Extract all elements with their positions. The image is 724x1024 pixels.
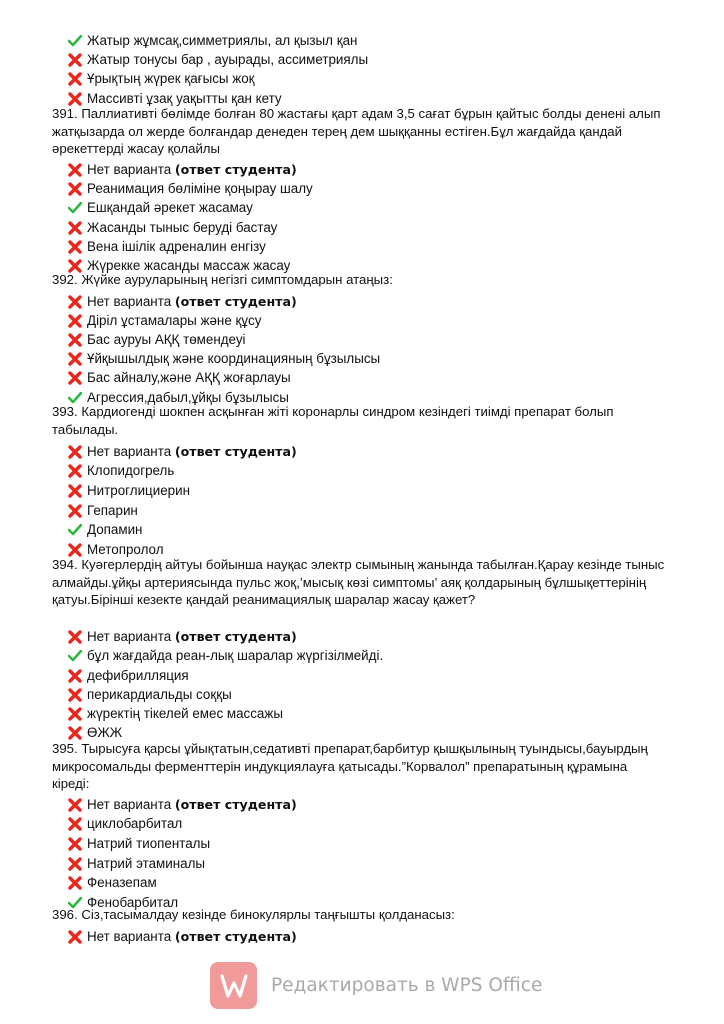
option-text: бұл жағдайда реан-лық шаралар жүргізілмейді. bbox=[87, 648, 384, 663]
option-text: Бас ауруы АҚҚ төмендеуі bbox=[87, 332, 246, 347]
cross-icon bbox=[68, 837, 84, 851]
option-text: Жасанды тыныс беруді бастау bbox=[87, 220, 278, 235]
cross-icon bbox=[68, 333, 84, 347]
student-answer-tag: (ответ студента) bbox=[174, 294, 297, 309]
cross-icon bbox=[68, 726, 84, 740]
check-icon bbox=[68, 650, 84, 662]
option-text: Агрессия,дабыл,ұйқы бұзылысы bbox=[87, 390, 289, 405]
option-text: Метопролол bbox=[87, 542, 164, 557]
option-text: жүректің тікелей емес массажы bbox=[87, 706, 283, 721]
cross-icon bbox=[68, 930, 84, 944]
answer-option bbox=[68, 501, 138, 520]
option-text: Допамин bbox=[87, 522, 143, 537]
option-text: Нет варианта bbox=[87, 162, 172, 177]
option-text: Бас айналу,және АҚҚ жоғарлауы bbox=[87, 370, 291, 385]
option-text: Реанимация бөліміне қоңырау шалу bbox=[87, 181, 313, 196]
option-text: Клопидогрель bbox=[87, 463, 175, 478]
question-text: 391. Паллиативті бөлімде болған 80 жастағы қарт адам 3,5 сағат бұрын қайтыс болды денені алып жатқызарда ол жерде болғандар денеден терең дем шыққанны естіген.Бұл жағдайда қандай әрекеттерді жасау қолайлы bbox=[52, 106, 661, 157]
answer-option bbox=[68, 198, 253, 217]
option-text: Жатыр тонусы бар , ауырады, ассиметриялы bbox=[87, 52, 369, 67]
student-answer-tag: (ответ студента) bbox=[174, 629, 297, 644]
cross-icon bbox=[68, 707, 84, 721]
cross-icon bbox=[68, 484, 84, 498]
cross-icon bbox=[68, 314, 84, 328]
question-text: 395. Тырысуға қарсы ұйықтатын,седативті препарат,барбитур қышқылының туындысы,бауырдың микросомальды ферменттерін индукциялауға қатысады.”Корвалол” препаратының құрамына кіреді: bbox=[52, 741, 648, 792]
answer-option bbox=[68, 481, 190, 500]
answer-option bbox=[68, 461, 174, 480]
option-text: циклобарбитал bbox=[87, 816, 183, 831]
answer-option bbox=[68, 349, 380, 368]
answer-option bbox=[68, 368, 291, 387]
option-text: Вена ішілік адреналин енгізу bbox=[87, 239, 266, 254]
option-text: Нет варианта bbox=[87, 629, 172, 644]
option-text: Нет варианта bbox=[87, 797, 172, 812]
cross-icon bbox=[68, 630, 84, 644]
option-text: Нитроглициерин bbox=[87, 483, 190, 498]
cross-icon bbox=[68, 240, 84, 254]
answer-option bbox=[68, 330, 246, 349]
wps-logo-icon bbox=[210, 962, 257, 1009]
answer-option bbox=[68, 704, 283, 723]
question-text: 392. Жүйке ауруларының негізгі симптомдарын атаңыз: bbox=[52, 272, 393, 287]
option-text: Натрий этаминалы bbox=[87, 856, 206, 871]
answer-option bbox=[68, 292, 297, 311]
answer-option bbox=[68, 311, 261, 330]
question-text: 396. Сіз,тасымалдау кезінде бинокулярлы таңғышты қолданасыз: bbox=[52, 907, 455, 922]
option-text: ӨЖЖ bbox=[87, 725, 123, 740]
answer-option bbox=[68, 927, 297, 946]
cross-icon bbox=[68, 876, 84, 890]
answer-option bbox=[68, 442, 297, 461]
option-text: Нет варианта bbox=[87, 929, 172, 944]
option-text: Жатыр жұмсақ,симметриялы, ал қызыл қан bbox=[87, 33, 358, 48]
cross-icon bbox=[68, 688, 84, 702]
cross-icon bbox=[68, 669, 84, 683]
answer-option bbox=[68, 666, 189, 685]
cross-icon bbox=[68, 182, 84, 196]
wps-edit-label: Редактировать в WPS Office bbox=[271, 975, 543, 996]
check-icon bbox=[68, 202, 84, 214]
answer-option bbox=[68, 814, 182, 833]
option-text: Жүрекке жасанды массаж жасау bbox=[87, 258, 291, 273]
option-text: Натрий тиопенталы bbox=[87, 836, 211, 851]
option-text: Ешқандай әрекет жасамау bbox=[87, 200, 253, 215]
option-text: Ұрықтың жүрек қағысы жоқ bbox=[87, 71, 255, 86]
cross-icon bbox=[68, 857, 84, 871]
answer-option bbox=[68, 160, 297, 179]
option-text: Гепарин bbox=[87, 503, 138, 518]
question-text: 393. Кардиогенді шокпен асқынған жіті коронарлы синдром кезіндегі тиімді препарат болып табылады. bbox=[52, 404, 614, 437]
answer-option bbox=[68, 854, 205, 873]
cross-icon bbox=[68, 464, 84, 478]
answer-option bbox=[68, 520, 142, 539]
option-text: Ұйқышылдық және координацияның бұзылысы bbox=[87, 351, 381, 366]
cross-icon bbox=[68, 371, 84, 385]
cross-icon bbox=[68, 504, 84, 518]
student-answer-tag: (ответ студента) bbox=[174, 444, 297, 459]
cross-icon bbox=[68, 163, 84, 177]
answer-option bbox=[68, 834, 210, 853]
cross-icon bbox=[68, 72, 84, 86]
option-text: Фенобарбитал bbox=[87, 895, 179, 910]
answer-option bbox=[68, 646, 383, 665]
answer-option bbox=[68, 795, 297, 814]
answer-option bbox=[68, 685, 232, 704]
option-text: Массивті ұзақ уақытты қан кету bbox=[87, 91, 282, 106]
answer-option bbox=[68, 237, 266, 256]
answer-option bbox=[68, 873, 157, 892]
wps-edit-banner[interactable] bbox=[210, 962, 542, 1009]
answer-option bbox=[68, 627, 297, 646]
answer-option bbox=[68, 31, 357, 50]
answer-option bbox=[68, 50, 368, 69]
option-text: Нет варианта bbox=[87, 444, 172, 459]
option-text: дефибрилляция bbox=[87, 668, 189, 683]
check-icon bbox=[68, 35, 84, 47]
cross-icon bbox=[68, 352, 84, 366]
question-text: 394. Куәгерлердің айтуы бойынша науқас электр сымының жанында табылған.Қарау кезінде тыныс алмайды.ұйқы артериясында пульс жоқ,’мысық көзі симптомы’ аяқ қолдарының бұлшықеттерінің қатуы.Бірінші кезекте қандай реанимациялық шаралар жасау қажет? bbox=[52, 557, 665, 608]
cross-icon bbox=[68, 445, 84, 459]
option-text: Діріл ұстамалары және құсу bbox=[87, 313, 262, 328]
option-text: Нет варианта bbox=[87, 294, 172, 309]
answer-option bbox=[68, 218, 277, 237]
answer-option bbox=[68, 69, 255, 88]
check-icon bbox=[68, 524, 84, 536]
cross-icon bbox=[68, 817, 84, 831]
answer-option bbox=[68, 179, 313, 198]
option-text: Феназепам bbox=[87, 875, 157, 890]
student-answer-tag: (ответ студента) bbox=[174, 162, 297, 177]
student-answer-tag: (ответ студента) bbox=[174, 929, 297, 944]
student-answer-tag: (ответ студента) bbox=[174, 797, 297, 812]
cross-icon bbox=[68, 295, 84, 309]
cross-icon bbox=[68, 53, 84, 67]
option-text: перикардиальды соққы bbox=[87, 687, 232, 702]
cross-icon bbox=[68, 798, 84, 812]
cross-icon bbox=[68, 221, 84, 235]
